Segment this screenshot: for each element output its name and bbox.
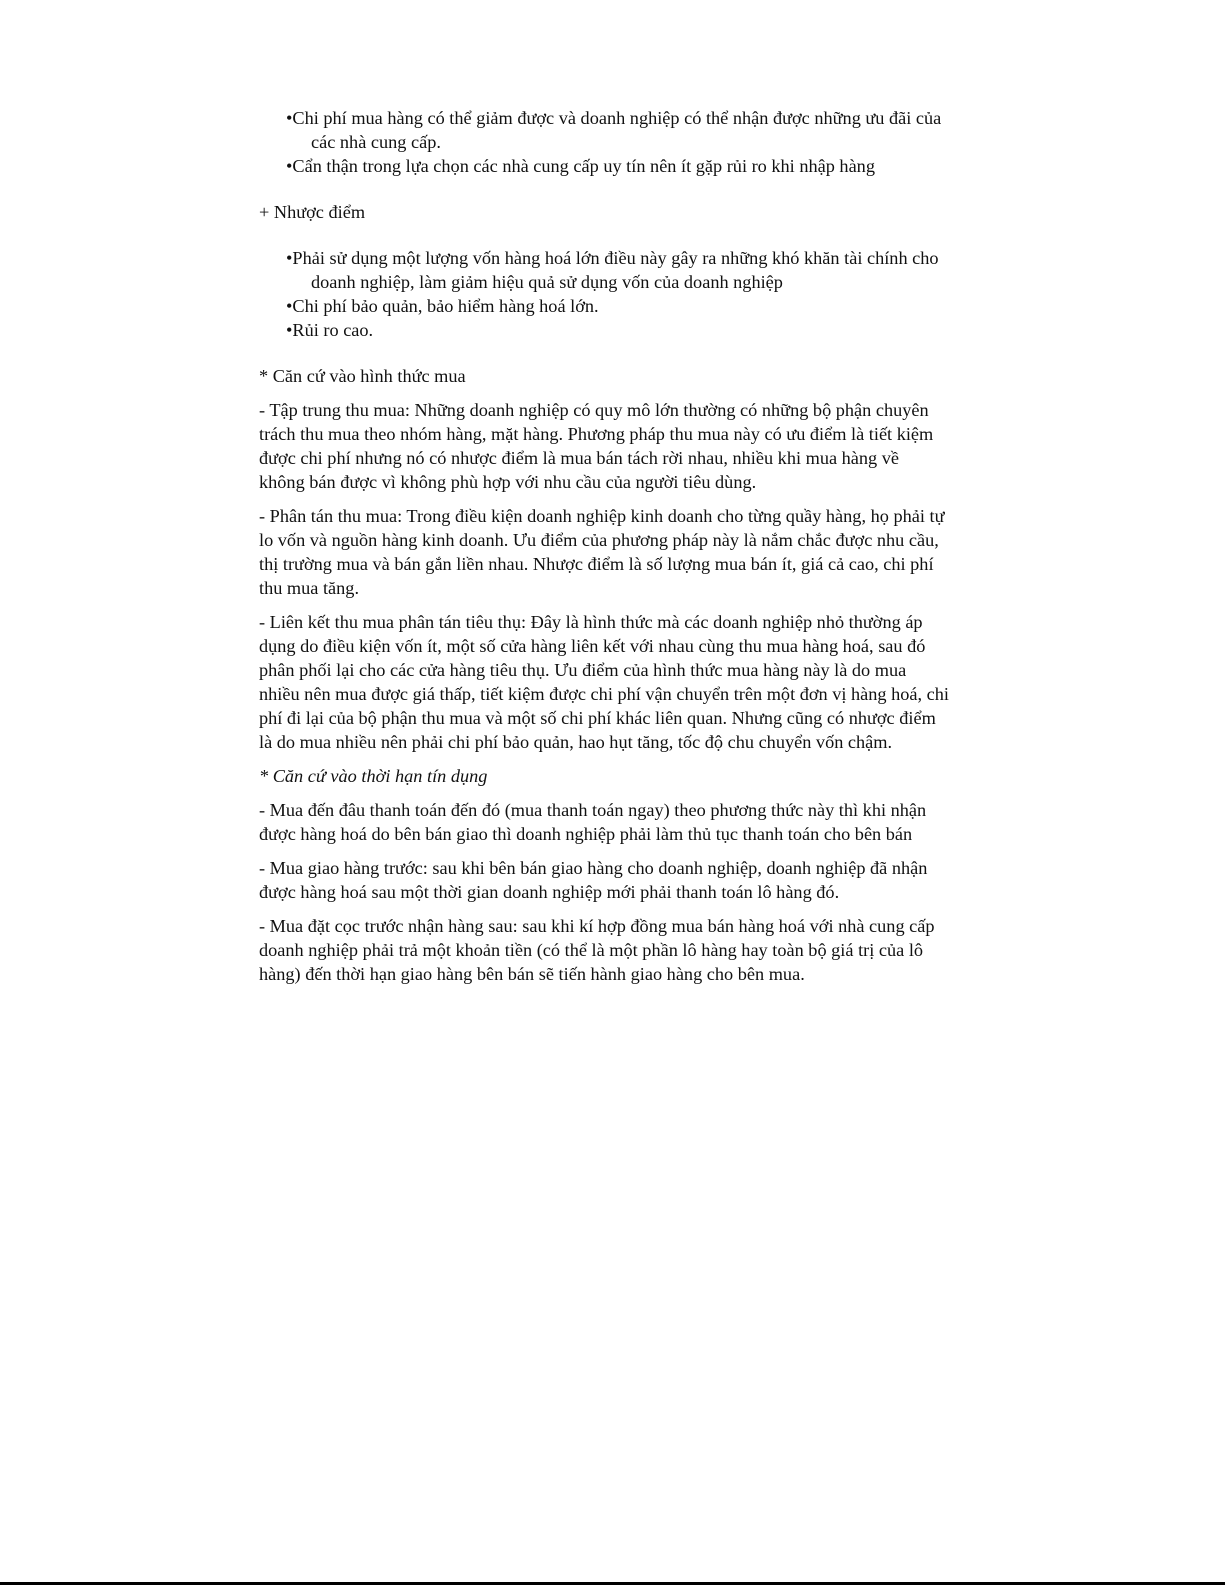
purchase-form-paragraph-centralized: - Tập trung thu mua: Những doanh nghiệp có quy mô lớn thường có những bộ phận chuyên trách thu mua theo nhóm hàng, mặt hàng. Phương pháp thu mua này có ưu điểm là tiết kiệm được chi phí nhưng nó có nhược điểm là mua bán tách rời nhau, nhiều khi mua hàng về không bán được vì không phù hợp với nhu cầu của người tiêu dùng.: [259, 400, 934, 492]
list-item: [259, 318, 949, 342]
credit-term-paragraph-immediate: - Mua đến đâu thanh toán đến đó (mua thanh toán ngay) theo phương thức này thì khi nhận được hàng hoá do bên bán giao thì doanh nghiệp phải làm thủ tục thanh toán cho bên bán: [259, 800, 927, 844]
bullet-icon: •: [286, 248, 293, 268]
list-item: [259, 294, 949, 318]
bullet-icon: •: [286, 320, 293, 340]
bullet-icon: •: [286, 156, 293, 176]
bullet-icon: •: [286, 296, 293, 316]
advantages-list: [259, 106, 949, 178]
document-body: [259, 106, 949, 986]
bullet-text: Chi phí mua hàng có thể giảm được và doanh nghiệp có thể nhận được những ưu đãi của các nhà cung cấp.: [292, 108, 942, 152]
credit-term-paragraph-deposit: - Mua đặt cọc trước nhận hàng sau: sau khi kí hợp đồng mua bán hàng hoá với nhà cung cấp doanh nghiệp phải trả một khoản tiền (có thể là một phần lô hàng hay toàn bộ giá trị của lô hàng) đến thời hạn giao hàng bên bán sẽ tiến hành giao hàng cho bên mua.: [259, 916, 935, 984]
disadvantages-list: [259, 246, 949, 342]
purchase-form-paragraph-decentralized: - Phân tán thu mua: Trong điều kiện doanh nghiệp kinh doanh cho từng quầy hàng, họ phải tự lo vốn và nguồn hàng kinh doanh. Ưu điểm của phương pháp này là nắm chắc được nhu cầu, thị trường mua và bán gắn liền nhau. Nhược điểm là số lượng mua bán ít, giá cả cao, chi phí thu mua tăng.: [259, 506, 945, 598]
bullet-text: Phải sử dụng một lượng vốn hàng hoá lớn điều này gây ra những khó khăn tài chính cho doanh nghiệp, làm giảm hiệu quả sử dụng vốn của doanh nghiệp: [292, 248, 939, 292]
list-item: [259, 154, 949, 178]
credit-term-heading: * Căn cứ vào thời hạn tín dụng: [259, 766, 488, 786]
credit-term-paragraph-delivery-first: - Mua giao hàng trước: sau khi bên bán giao hàng cho doanh nghiệp, doanh nghiệp đã nhận được hàng hoá sau một thời gian doanh nghiệp mới phải thanh toán lô hàng đó.: [259, 858, 928, 902]
bullet-text: Rủi ro cao.: [292, 320, 374, 340]
disadvantages-heading: + Nhược điểm: [259, 202, 366, 222]
bullet-text: Cẩn thận trong lựa chọn các nhà cung cấp uy tín nên ít gặp rủi ro khi nhập hàng: [292, 156, 875, 176]
purchase-form-heading: * Căn cứ vào hình thức mua: [259, 366, 466, 386]
bullet-text: Chi phí bảo quản, bảo hiểm hàng hoá lớn.: [292, 296, 599, 316]
bullet-icon: •: [286, 108, 293, 128]
list-item: [259, 106, 949, 154]
list-item: [259, 246, 949, 294]
purchase-form-paragraph-linked: - Liên kết thu mua phân tán tiêu thụ: Đây là hình thức mà các doanh nghiệp nhỏ thường áp dụng do điều kiện vốn ít, một số cửa hàng liên kết với nhau cùng thu mua hàng hoá, sau đó phân phối lại cho các cửa hàng tiêu thụ. Ưu điểm của hình thức mua hàng này là do mua nhiều nên mua được giá thấp, tiết kiệm được chi phí vận chuyển trên một đơn vị hàng hoá, chi phí đi lại của bộ phận thu mua và một số chi phí khác liên quan. Nhưng cũng có nhược điểm là do mua nhiều nên phải chi phí bảo quản, hao hụt tăng, tốc độ chu chuyển vốn chậm.: [259, 612, 950, 752]
